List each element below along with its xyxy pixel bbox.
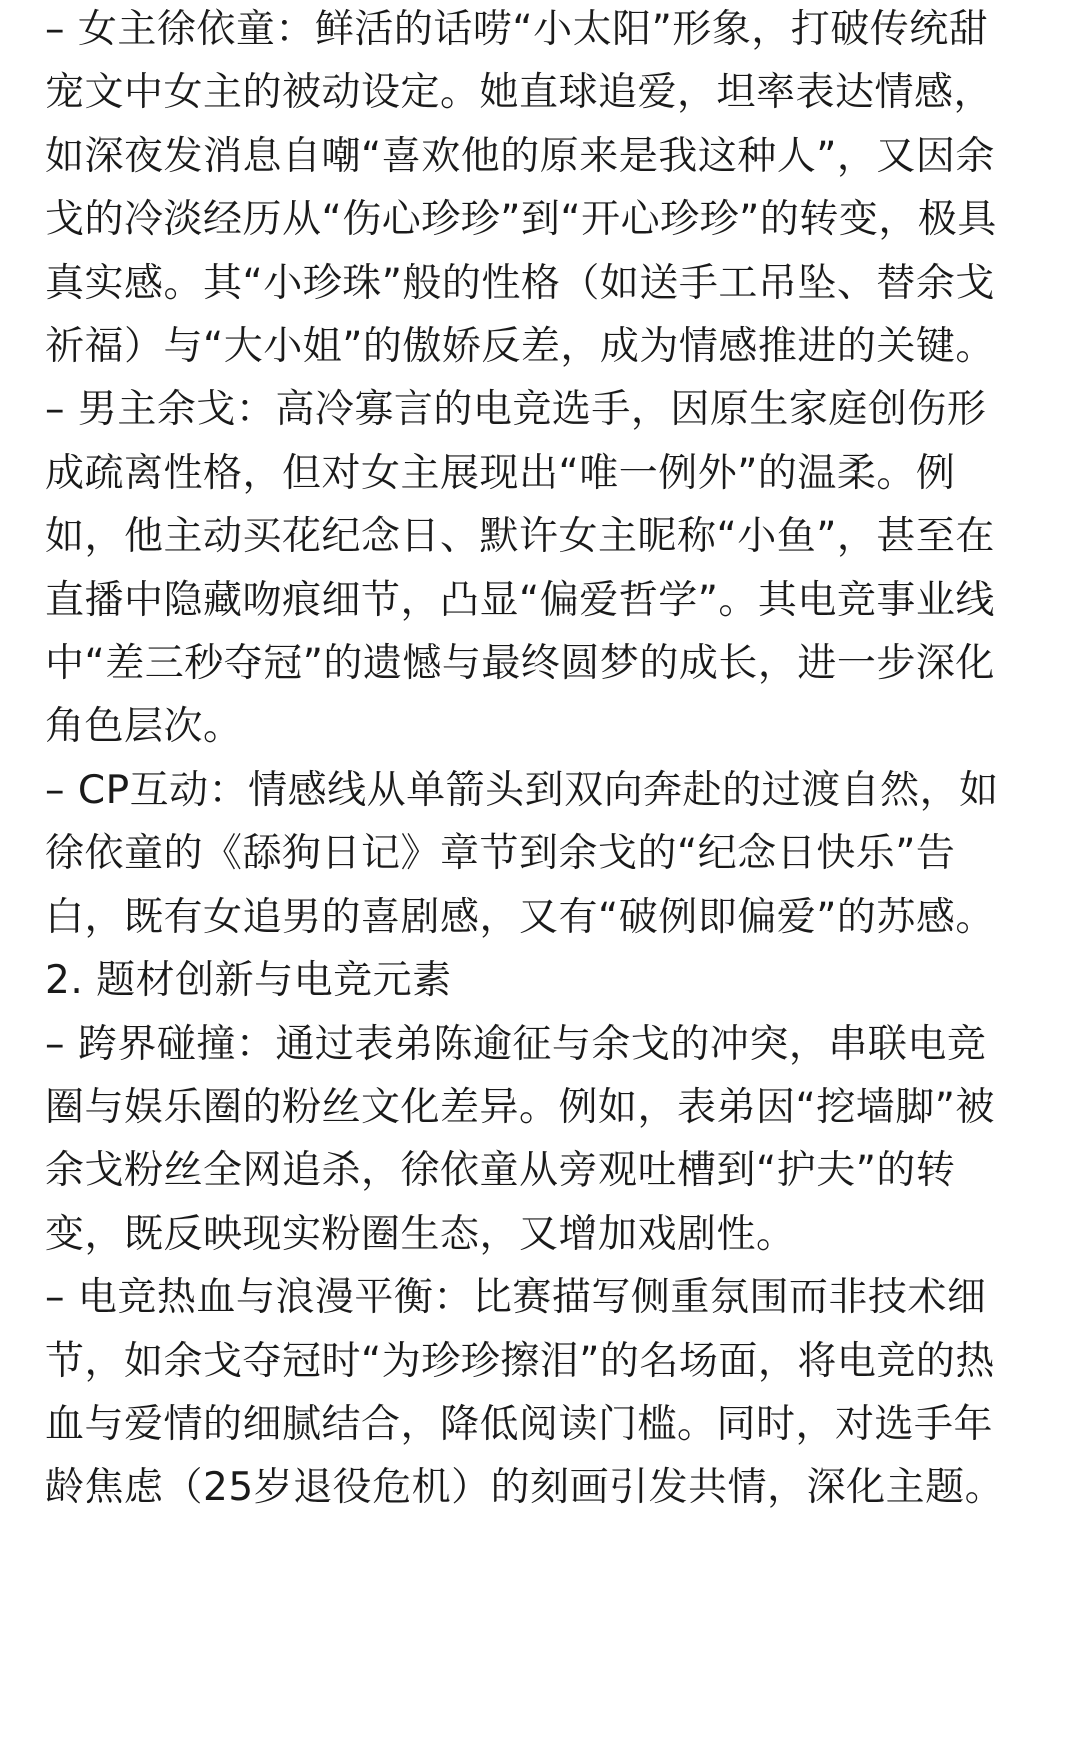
article-text <box>45 0 1013 1520</box>
paragraph-cp-interaction: – CP互动：情感线从单箭头到双向奔赴的过渡自然，如徐依童的《舔狗日记》章节到余戈的“纪念日快乐”告白，既有女追男的喜剧感，又有“破例即偏爱”的苏感。 <box>45 767 999 940</box>
paragraph-hero: – 男主余戈：高冷寡言的电竞选手，因原生家庭创伤形成疏离性格，但对女主展现出“唯一例外”的温柔。例如，他主动买花纪念日、默许女主昵称“小鱼”，甚至在直播中隐藏吻痕细节，凸显“偏爱哲学”。其电竞事业线中“差三秒夺冠”的遗憾与最终圆梦的成长，进一步深化角色层次。 <box>45 387 995 750</box>
bottom-fade <box>0 1682 1080 1742</box>
section-heading: 2. 题材创新与电竞元素 <box>45 958 452 1004</box>
paragraph-esports-balance: – 电竞热血与浪漫平衡：比赛描写侧重氛围而非技术细节，如余戈夺冠时“为珍珍擦泪”的名场面，将电竞的热血与爱情的细腻结合，降低阅读门槛。同时，对选手年龄焦虑（25岁退役危机）的刻画引发共情，深化主题。 <box>45 1275 1005 1511</box>
paragraph-crossover: – 跨界碰撞：通过表弟陈逾征与余戈的冲突，串联电竞圈与娱乐圈的粉丝文化差异。例如，表弟因“挖墙脚”被余戈粉丝全网追杀，徐依童从旁观吐槽到“护夫”的转变，既反映现实粉圈生态，又增加戏剧性。 <box>45 1021 995 1257</box>
paragraph-heroine: – 女主徐依童：鲜活的话唠“小太阳”形象，打破传统甜宠文中女主的被动设定。她直球追爱，坦率表达情感，如深夜发消息自嘲“喜欢他的原来是我这种人”，又因余戈的冷淡经历从“伤心珍珍”到“开心珍珍”的转变，极具真实感。其“小珍珠”般的性格（如送手工吊坠、替余戈祈福）与“大小姐”的傲娇反差，成为情感推进的关键。 <box>45 7 997 370</box>
